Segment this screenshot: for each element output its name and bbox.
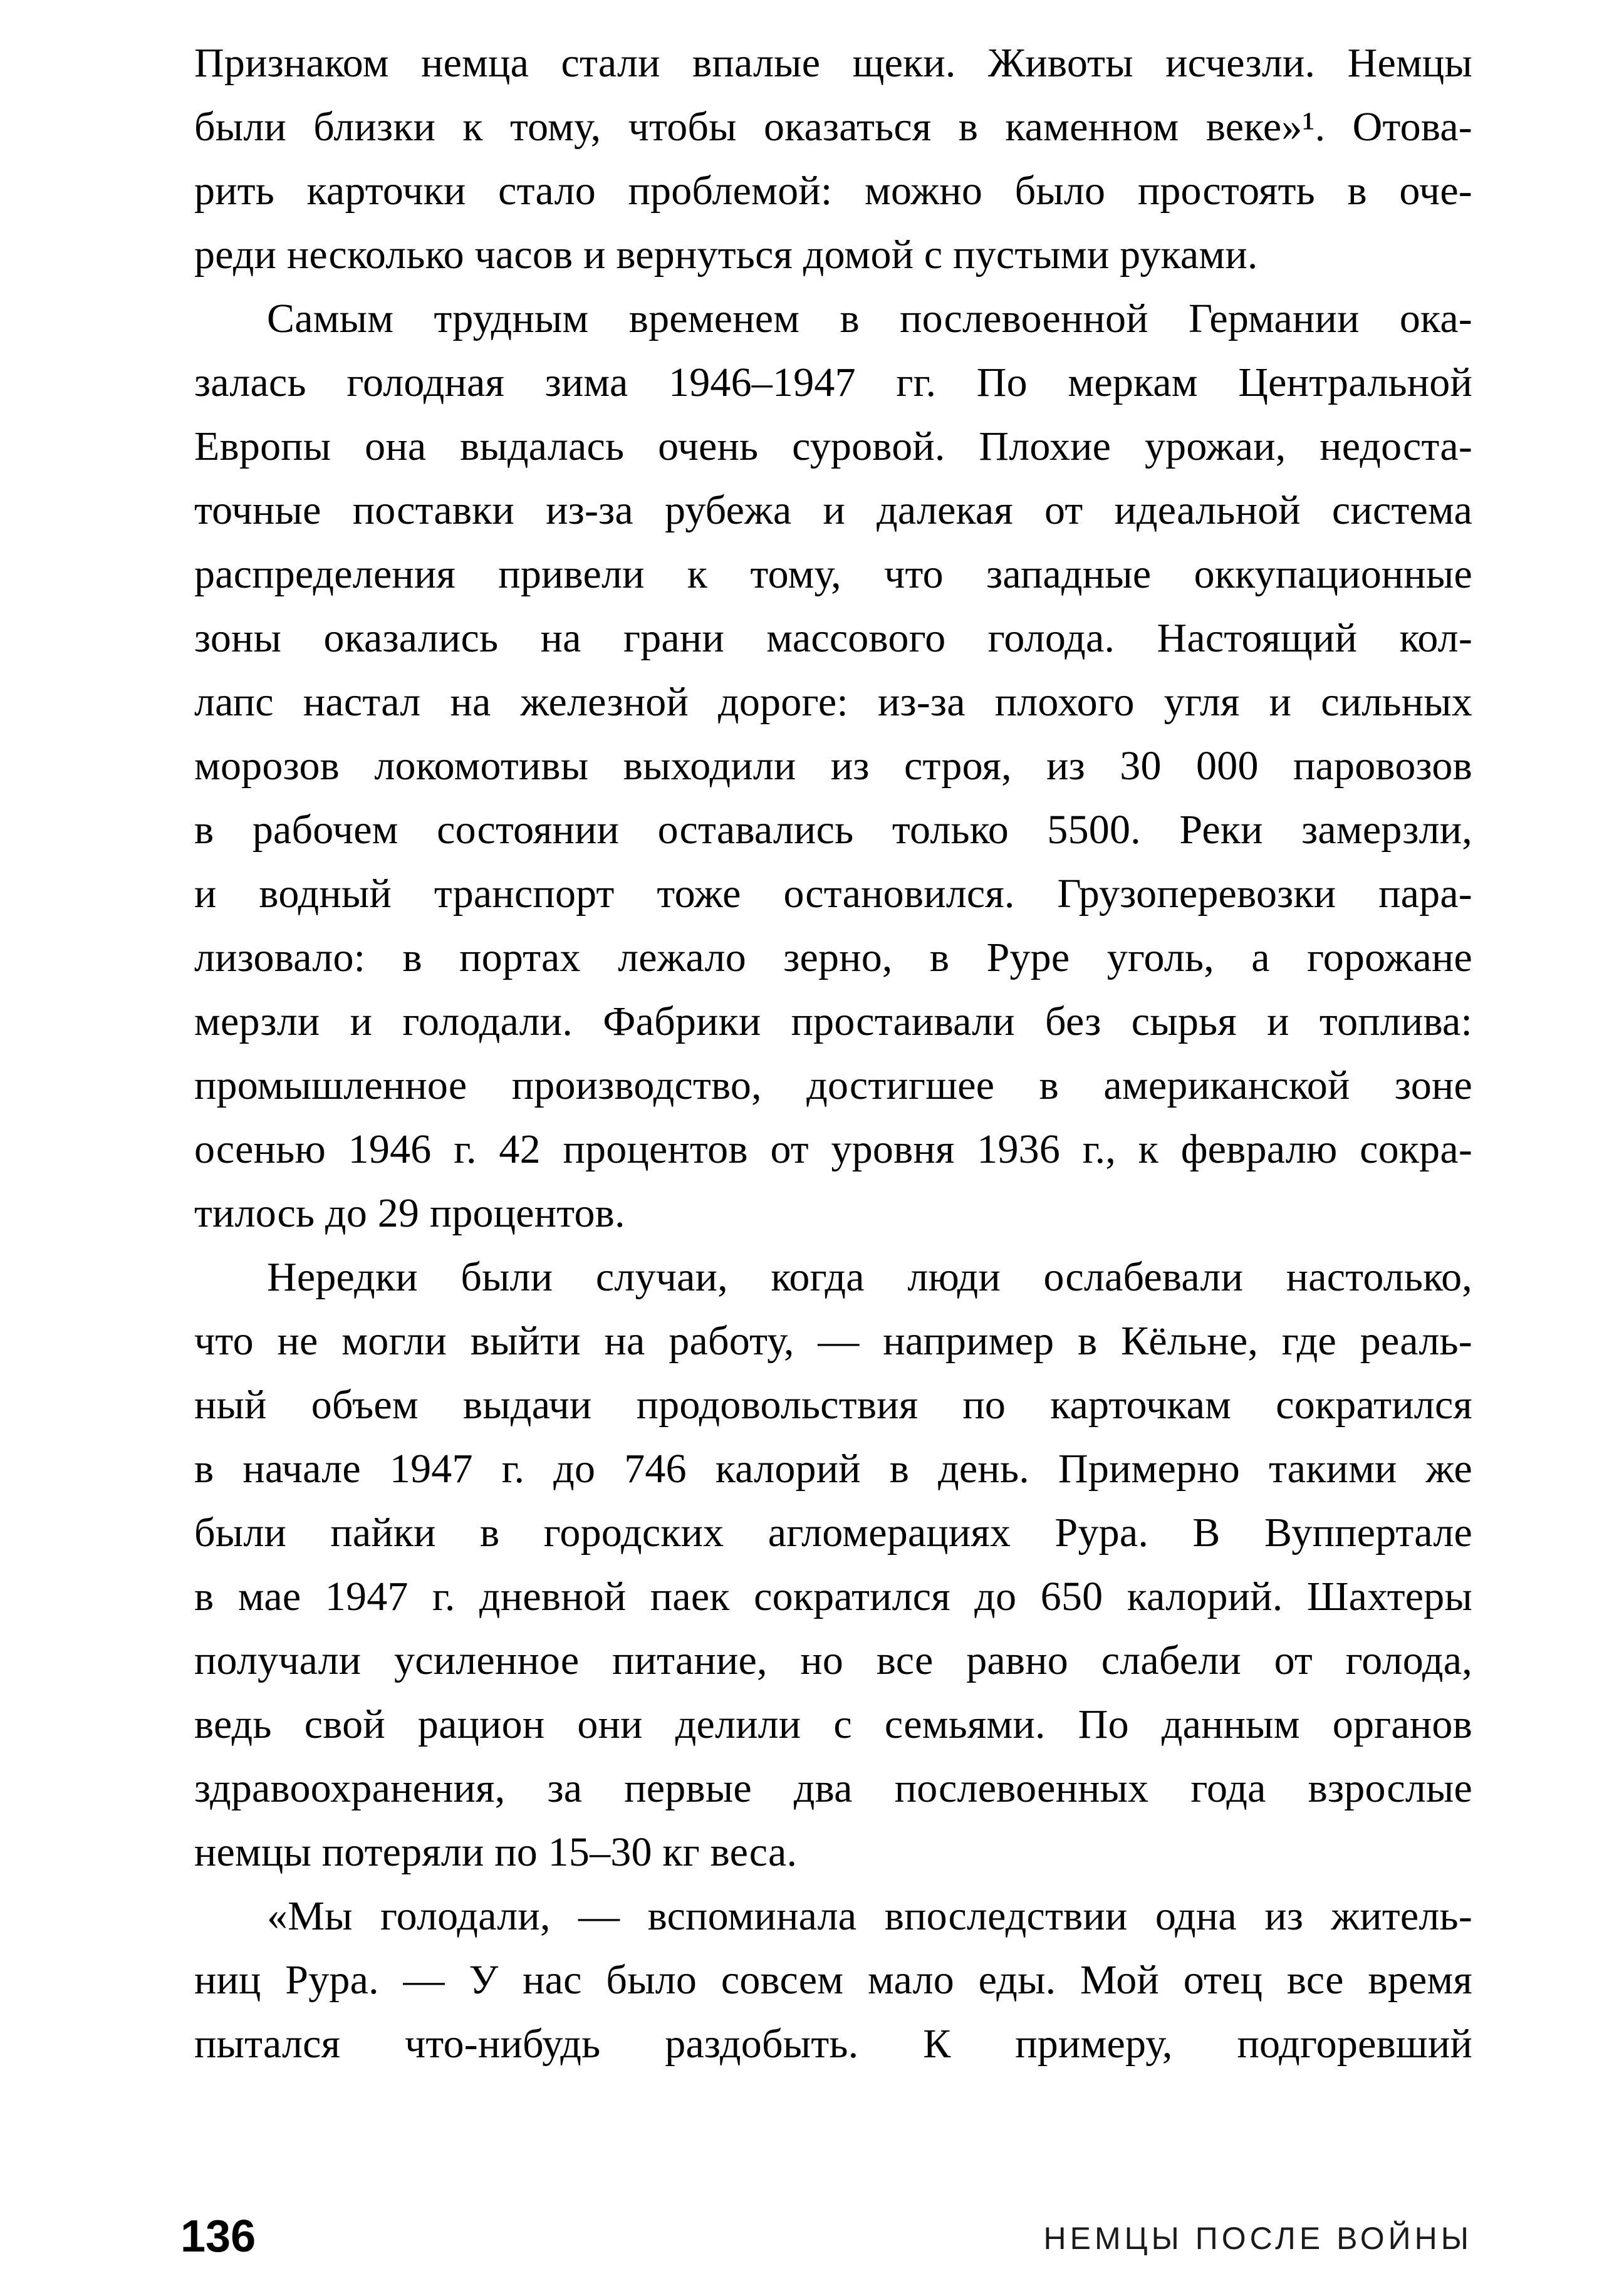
text-line: в мае 1947 г. дневной паек сократился до 650 калорий. Шахтеры	[194, 1574, 1472, 1619]
text-line: распределения привели к тому, что западные оккупационные	[194, 551, 1472, 597]
running-title: НЕМЦЫ ПОСЛЕ ВОЙНЫ	[1043, 2221, 1472, 2256]
paragraph	[194, 1884, 1472, 2076]
text-line: немцы потеряли по 15–30 кг веса.	[194, 1829, 798, 1875]
text-line: Европы она выдалась очень суровой. Плохие урожаи, недоста-	[194, 423, 1472, 469]
text-line: получали усиленное питание, но все равно слабели от голода,	[194, 1638, 1472, 1683]
text-line: ведь свой рацион они делили с семьями. По данным органов	[194, 1701, 1472, 1747]
text-line: были пайки в городских агломерациях Рура. В Вуппертале	[194, 1510, 1472, 1556]
page-number: 136	[180, 2211, 256, 2262]
text-line: зоны оказались на грани массового голода. Настоящий кол-	[194, 615, 1472, 661]
text-line: ниц Рура. — У нас было совсем мало еды. Мой отец все время	[194, 1957, 1472, 2003]
text-line: Нередки были случаи, когда люди ослабевали настолько,	[267, 1254, 1472, 1300]
text-line: что не могли выйти на работу, — например в Кёльне, где реаль-	[194, 1318, 1472, 1364]
paragraph	[194, 1245, 1472, 1884]
text-line: здравоохранения, за первые два послевоенных года взрослые	[194, 1765, 1472, 1811]
text-line: залась голодная зима 1946–1947 гг. По меркам Центральной	[194, 360, 1472, 405]
page-footer	[0, 2205, 1624, 2268]
paragraph	[194, 287, 1472, 1245]
text-line: лизовало: в портах лежало зерно, в Руре уголь, а горожане	[194, 935, 1472, 980]
text-line: точные поставки из-за рубежа и далекая от идеальной система	[194, 487, 1472, 533]
text-line: и водный транспорт тоже остановился. Грузоперевозки пара-	[194, 871, 1472, 917]
text-line: лапс настал на железной дороге: из-за плохого угля и сильных	[194, 679, 1472, 725]
text-line: ный объем выдачи продовольствия по карточкам сократился	[194, 1382, 1472, 1428]
text-line: реди несколько часов и вернуться домой с пустыми руками.	[194, 232, 1258, 278]
text-line: морозов локомотивы выходили из строя, из 30 000 паровозов	[194, 743, 1472, 789]
text-line: промышленное производство, достигшее в американской зоне	[194, 1062, 1472, 1108]
text-line: в рабочем состоянии оставались только 5500. Реки замерзли,	[194, 807, 1472, 853]
text-line: в начале 1947 г. до 746 калорий в день. Примерно такими же	[194, 1446, 1472, 1492]
body-text	[194, 31, 1472, 2076]
text-line: «Мы голодали, — вспоминала впоследствии одна из житель-	[267, 1893, 1472, 1939]
text-line: осенью 1946 г. 42 процентов от уровня 1936 г., к февралю сокра-	[194, 1126, 1472, 1172]
text-line: пытался что-нибудь раздобыть. К примеру, подгоревший	[194, 2021, 1472, 2067]
text-line: рить карточки стало проблемой: можно было простоять в оче-	[194, 168, 1472, 214]
text-line: тилось до 29 процентов.	[194, 1190, 625, 1236]
text-line: Самым трудным временем в послевоенной Германии ока-	[267, 296, 1472, 341]
text-line: Признаком немца стали впалые щеки. Животы исчезли. Немцы	[194, 40, 1472, 86]
paragraph	[194, 31, 1472, 287]
text-line: были близки к тому, чтобы оказаться в каменном веке»¹. Отова-	[194, 104, 1472, 150]
text-line: мерзли и голодали. Фабрики простаивали без сырья и топлива:	[194, 999, 1472, 1044]
